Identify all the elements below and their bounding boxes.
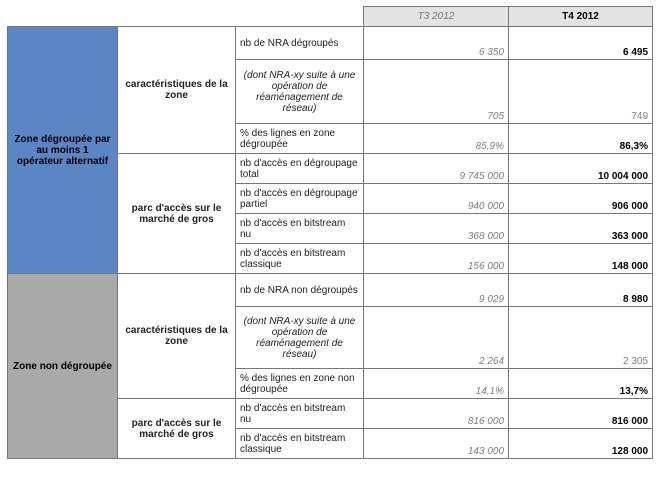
value-t3: 85,9%	[364, 124, 509, 154]
row-label: nb d'accès en bitstream nu	[236, 399, 364, 429]
zone-degroupee-label: Zone dégroupée par au moins 1 opérateur alternatif	[8, 27, 118, 274]
zone-non-degroupee-label: Zone non dégroupée	[8, 274, 118, 459]
header-t4: T4 2012	[509, 7, 653, 27]
category-caracteristiques: caractéristiques de la zone	[118, 27, 236, 154]
row-label: nb d'accès en dégroupage partiel	[236, 184, 364, 214]
value-t3: 143 000	[364, 429, 509, 459]
row-label: nb de NRA non dégroupés	[236, 274, 364, 307]
value-t4: 13,7%	[509, 369, 653, 399]
table-row	[8, 274, 653, 307]
category-parc: parc d'accès sur le marché de gros	[118, 399, 236, 459]
value-t3: 9 745 000	[364, 154, 509, 184]
row-label: nb d'accès en bitstream classique	[236, 244, 364, 274]
value-t4: 6 495	[509, 27, 653, 60]
value-t4: 128 000	[509, 429, 653, 459]
statistics-table	[7, 6, 653, 459]
row-label: (dont NRA-xy suite à une opération de réaménagement de réseau)	[236, 307, 364, 369]
header-row	[8, 7, 653, 27]
value-t4: 2 305	[509, 307, 653, 369]
row-label: nb d'accès en bitstream nu	[236, 214, 364, 244]
value-t3: 368 000	[364, 214, 509, 244]
value-t3: 14,1%	[364, 369, 509, 399]
category-caracteristiques: caractéristiques de la zone	[118, 274, 236, 399]
value-t4: 906 000	[509, 184, 653, 214]
value-t3: 705	[364, 60, 509, 124]
value-t4: 148 000	[509, 244, 653, 274]
value-t4: 363 000	[509, 214, 653, 244]
row-label: % des lignes en zone non dégroupée	[236, 369, 364, 399]
table-row	[8, 27, 653, 60]
row-label: nb d'accès en dégroupage total	[236, 154, 364, 184]
category-parc: parc d'accès sur le marché de gros	[118, 154, 236, 274]
value-t3: 816 000	[364, 399, 509, 429]
value-t3: 9 029	[364, 274, 509, 307]
value-t3: 156 000	[364, 244, 509, 274]
header-t3: T3 2012	[364, 7, 509, 27]
value-t4: 86,3%	[509, 124, 653, 154]
value-t4: 8 980	[509, 274, 653, 307]
value-t3: 940 000	[364, 184, 509, 214]
row-label: nb de NRA dégroupés	[236, 27, 364, 60]
row-label: (dont NRA-xy suite à une opération de réaménagement de réseau)	[236, 60, 364, 124]
value-t3: 2 264	[364, 307, 509, 369]
row-label: nb d'accès en bitstream classique	[236, 429, 364, 459]
value-t4: 816 000	[509, 399, 653, 429]
value-t3: 6 350	[364, 27, 509, 60]
value-t4: 749	[509, 60, 653, 124]
header-spacer	[8, 7, 364, 27]
value-t4: 10 004 000	[509, 154, 653, 184]
row-label: % des lignes en zone dégroupée	[236, 124, 364, 154]
